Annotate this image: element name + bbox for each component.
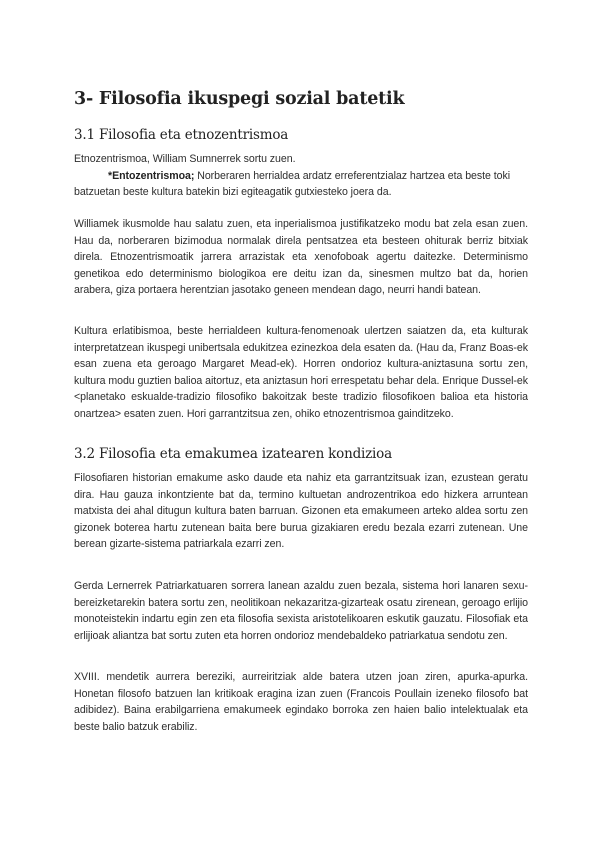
paragraph: Gerda Lernerrek Patriarkatuaren sorrera lanean azaldu zuen bezala, sistema hori lanaren sexu-bereizketarekin batera sortu zen, neolitikoan nekazaritza-gizarteak osatu zirenean, geroago erlijio monoteistekin indartu egin zen eta filosofia sexista aristotelikoaren eskutik gauzatu. Filosofiak eta erlijioak aliantza bat sortu zuten eta horren ondorioz mendebaldeko patriarkatua sendotu zen. bbox=[74, 580, 528, 642]
intro-line: Etnozentrismoa, William Sumnerrek sortu zuen. bbox=[74, 153, 296, 165]
definition-text: Norberaren herrialdea ardatz erreferentzialaz hartzea eta beste toki batzuetan beste kultura batekin bizi egiteagatik gutxiesteko joera da. bbox=[74, 169, 511, 198]
paragraph: XVIII. mendetik aurrera bereziki, aurreiritziak alde batera utzen joan ziren, apurka-apurka. Honetan filosofo batzuen lan kritikoak eragina izan zuen (Francois Poullain izeneko filosofo bat adibidez). Baina erabilgarriena emakumeek egindako borroka zen haien balio intelektualak eta beste balio batzuk erabiliz. bbox=[74, 671, 528, 733]
section-heading-etnozentrismoa: 3.1 Filosofia eta etnozentrismoa bbox=[74, 127, 289, 143]
paragraph bbox=[74, 151, 528, 201]
paragraph: Filosofiaren historian emakume asko daude eta nahiz eta garrantzitsuak izan, ezustean geratu dira. Hau gauza inkontziente bat da, termino kultuetan androzentrikoa edo hizkera arruntean matxista dei ahal ditugun kultura baten barruan. Gizonen eta emakumeen arteko aldea sortu zen gizonek boterea hartu zutenean baita bere burua gizakiaren eredu bezala ezarri zutenean. Une berean gizarte-sistema patriarkala ezarri zen. bbox=[74, 472, 528, 550]
section-heading-emakumea: 3.2 Filosofia eta emakumea izatearen kondizioa bbox=[74, 446, 392, 462]
definition-term: *Entozentrismoa; bbox=[108, 169, 195, 182]
paragraph: Williamek ikusmolde hau salatu zuen, eta inperialismoa justifikatzeko modu bat zela esan zuen. Hau da, norberaren bizimodua normalak direla pentsatzea eta besteen ohiturak berriz bitxiak direla. Etnozentrismoatik jarrera arrazistak eta xenofoboak agertu daitezke. Determinismo genetikoa edo determinismo biologikoa ere deitu izan da, sinesmen multzo bat da, horien arabera, giza portaera herentzian jasotako geneen mendean dago, neurri handi batean. bbox=[74, 218, 528, 296]
document-title: 3- Filosofia ikuspegi sozial batetik bbox=[74, 89, 405, 109]
paragraph: Kultura erlatibismoa, beste herrialdeen kultura-fenomenoak ulertzen saiatzen da, eta kulturak interpretatzean ikuspegi unibertsala edukitzea ezinezkoa dela esaten da. (Hau da, Franz Boas-ek esan zuena eta geroago Margaret Mead-ek). Horren ondorioz kultura-aniztasuna sortu zen, kultura modu guztien balioa aitortuz, eta aniztasun hori errespetatu behar dela. Enrique Dussel-ek <planetako eskualde-tradizio filosofiko bakoitzak beste tradizio filosofikoen balioa eta historia onartzea> esaten zuen. Hori garrantzitsua zen, ohiko etnozentrismoa gainditzeko. bbox=[74, 325, 528, 420]
